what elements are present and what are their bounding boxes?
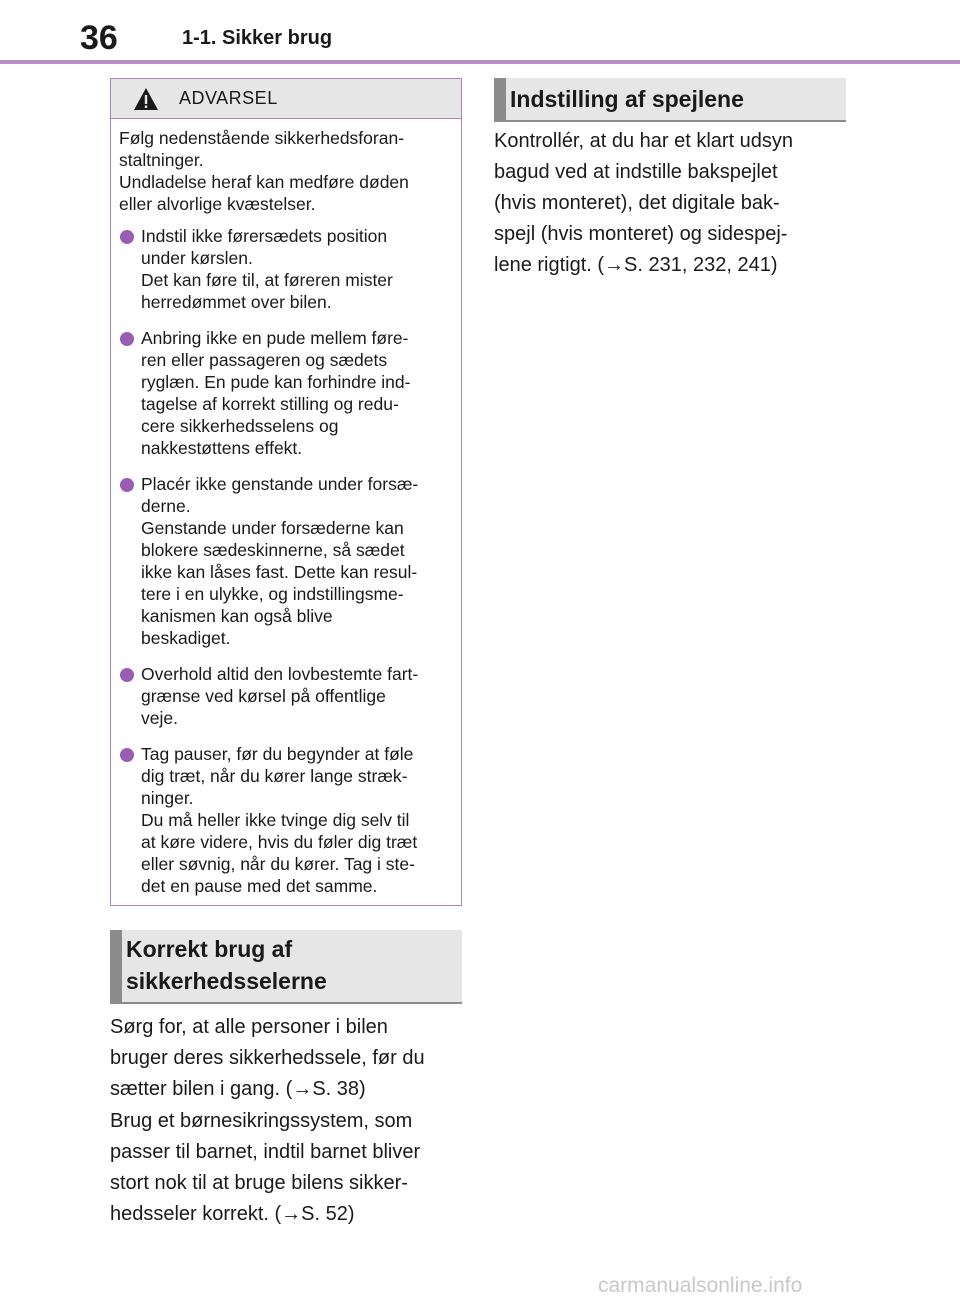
heading-accent-bar	[110, 930, 122, 1002]
paragraph-line: Sørg for, at alle personer i bilen	[110, 1016, 388, 1038]
warning-item-line: Indstil ikke førersædets position	[141, 226, 388, 246]
seatbelt-heading-line: sikkerhedsselerne	[126, 968, 327, 994]
warning-header	[111, 79, 461, 119]
paragraph-line: sætter bilen i gang. (→S. 38)	[110, 1078, 366, 1100]
warning-item-line: derne.	[141, 496, 191, 516]
warning-item	[119, 327, 455, 459]
warning-item	[119, 663, 455, 729]
warning-body	[119, 127, 455, 911]
warning-item-line: beskadiget.	[141, 628, 231, 648]
paragraph-line: spejl (hvis monteret) og sidespej-	[494, 223, 788, 245]
watermark: carmanualsonline.info	[598, 1274, 803, 1297]
warning-item-line: eller søvnig, når du kører. Tag i ste-	[141, 854, 415, 874]
seatbelt-paragraph-1	[110, 1012, 425, 1105]
heading-accent-bar	[494, 78, 506, 120]
warning-intro-line: Undladelse heraf kan medføre døden	[119, 172, 409, 192]
warning-item-line: Genstande under forsæderne kan	[141, 518, 404, 538]
warning-item-line: under kørslen.	[141, 248, 253, 268]
bullet-dot-icon	[120, 332, 134, 346]
warning-box	[110, 78, 462, 906]
page-number: 36	[80, 19, 118, 57]
paragraph-line: hedsseler korrekt. (→S. 52)	[110, 1203, 355, 1225]
warning-item-line: ren eller passageren og sædets	[141, 350, 388, 370]
paragraph-line: bruger deres sikkerhedssele, før du	[110, 1047, 425, 1069]
warning-item-line: Det kan føre til, at føreren mister	[141, 270, 393, 290]
warning-item-line: Anbring ikke en pude mellem føre-	[141, 328, 409, 348]
warning-item-line: ikke kan låses fast. Dette kan resul-	[141, 562, 418, 582]
warning-item-line: nakkestøttens effekt.	[141, 438, 303, 458]
mirrors-paragraph	[494, 126, 793, 281]
seatbelt-paragraph-2	[110, 1106, 420, 1230]
warning-intro	[119, 127, 455, 215]
section-title: 1-1. Sikker brug	[182, 27, 333, 49]
warning-item-line: det en pause med det samme.	[141, 876, 378, 896]
paragraph-line: (hvis monteret), det digitale bak-	[494, 192, 780, 214]
seatbelt-heading-line: Korrekt brug af	[126, 936, 293, 962]
warning-item-line: Placér ikke genstande under forsæ-	[141, 474, 419, 494]
warning-item	[119, 225, 455, 313]
warning-item-line: Du må heller ikke tvinge dig selv til	[141, 810, 410, 830]
warning-item-line: tere i en ulykke, og indstillingsme-	[141, 584, 404, 604]
bullet-dot-icon	[120, 748, 134, 762]
warning-intro-line: staltninger.	[119, 150, 204, 170]
warning-triangle-icon	[133, 87, 159, 111]
paragraph-line: Brug et børnesikringssystem, som	[110, 1110, 413, 1132]
mirrors-heading	[494, 78, 846, 122]
warning-item-line: ninger.	[141, 788, 194, 808]
warning-item-line: at køre videre, hvis du føler dig træt	[141, 832, 418, 852]
paragraph-line: stort nok til at bruge bilens sikker-	[110, 1172, 408, 1194]
seatbelt-heading	[110, 930, 462, 1004]
warning-item-line: veje.	[141, 708, 178, 728]
bullet-dot-icon	[120, 478, 134, 492]
warning-item	[119, 743, 455, 897]
page-header	[0, 0, 960, 64]
warning-item-line: dig træt, når du kører lange stræk-	[141, 766, 408, 786]
warning-item-line: Tag pauser, før du begynder at føle	[141, 744, 414, 764]
warning-intro-line: Følg nedenstående sikkerhedsforan-	[119, 128, 405, 148]
bullet-dot-icon	[120, 668, 134, 682]
header-rule	[0, 60, 960, 64]
mirrors-heading-text: Indstilling af spejlene	[510, 86, 744, 112]
warning-item	[119, 473, 455, 649]
paragraph-line: passer til barnet, indtil barnet bliver	[110, 1141, 421, 1163]
warning-item-line: ryglæn. En pude kan forhindre ind-	[141, 372, 411, 392]
warning-item-line: blokere sædeskinnerne, så sædet	[141, 540, 405, 560]
warning-item-line: cere sikkerhedsselens og	[141, 416, 339, 436]
bullet-dot-icon	[120, 230, 134, 244]
warning-item-line: tagelse af korrekt stilling og redu-	[141, 394, 399, 414]
warning-title: ADVARSEL	[179, 88, 278, 108]
warning-item-line: kanismen kan også blive	[141, 606, 333, 626]
paragraph-line: Kontrollér, at du har et klart udsyn	[494, 130, 794, 152]
warning-item-line: Overhold altid den lovbestemte fart-	[141, 664, 419, 684]
warning-item-line: herredømmet over bilen.	[141, 292, 332, 312]
paragraph-line: bagud ved at indstille bakspejlet	[494, 161, 778, 183]
paragraph-line: lene rigtigt. (→S. 231, 232, 241)	[494, 254, 778, 276]
warning-item-line: grænse ved kørsel på offentlige	[141, 686, 386, 706]
warning-intro-line: eller alvorlige kvæstelser.	[119, 194, 316, 214]
